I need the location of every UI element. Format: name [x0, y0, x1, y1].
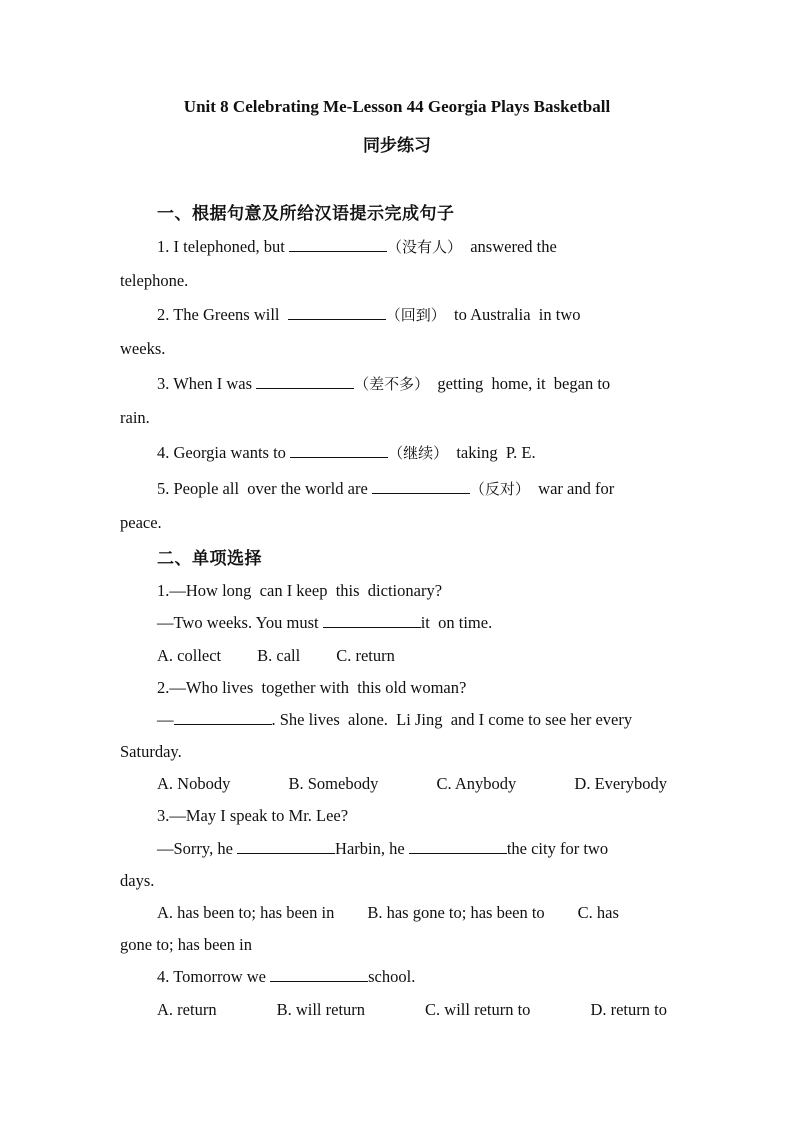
answer-blank[interactable]: [237, 839, 335, 854]
chinese-hint: （反对）: [469, 480, 530, 498]
worksheet-subtitle: 同步练习: [363, 136, 431, 155]
question-text: 5. People all over the world are: [157, 479, 372, 498]
question-text: taking P. E.: [448, 443, 536, 462]
option-b[interactable]: B. Somebody: [288, 774, 379, 793]
question-text: Harbin, he: [335, 839, 409, 858]
option-d[interactable]: D. Everybody: [574, 774, 667, 793]
choice-question-3-reply: [157, 839, 608, 859]
choice-question-3-prompt: 3.—May I speak to Mr. Lee?: [157, 806, 349, 825]
question-text: getting home, it began to: [429, 374, 611, 393]
completion-question-5-continued: peace.: [120, 513, 162, 532]
completion-question-1: [157, 236, 557, 257]
completion-question-5: [157, 478, 614, 499]
question-text: —Two weeks. You must: [157, 613, 323, 632]
completion-question-1-continued: telephone.: [120, 271, 189, 290]
option-c[interactable]: C. return: [336, 646, 395, 665]
choice-question-1-options: [157, 646, 431, 666]
option-c[interactable]: C. will return to: [425, 1000, 531, 1019]
answer-blank[interactable]: [290, 443, 388, 458]
section-heading-multiple-choice: 二、单项选择: [157, 549, 262, 569]
completion-question-3: [157, 373, 610, 394]
option-b[interactable]: B. call: [257, 646, 301, 665]
option-b[interactable]: B. will return: [276, 1000, 366, 1019]
question-text: —Sorry, he: [157, 839, 238, 858]
chinese-hint: （继续）: [388, 444, 449, 462]
choice-question-3-continued: days.: [120, 871, 155, 890]
choice-question-1-prompt: 1.—How long can I keep this dictionary?: [157, 581, 443, 600]
question-text: 4. Georgia wants to: [157, 443, 291, 462]
option-a[interactable]: A. collect: [157, 646, 222, 665]
answer-blank[interactable]: [372, 479, 470, 494]
answer-blank[interactable]: [323, 613, 421, 628]
choice-question-3-options-continued[interactable]: gone to; has been in: [120, 935, 252, 954]
question-text: 2. The Greens will: [157, 305, 288, 324]
question-text: answered the: [461, 237, 557, 256]
completion-question-3-continued: rain.: [120, 408, 150, 427]
completion-question-4: [157, 442, 536, 463]
option-d[interactable]: D. return to: [590, 1000, 667, 1019]
answer-blank[interactable]: [409, 839, 507, 854]
chinese-hint: （没有人）: [386, 238, 462, 256]
chinese-hint: （回到）: [385, 306, 446, 324]
answer-blank[interactable]: [174, 710, 272, 725]
question-text: war and for: [529, 479, 615, 498]
chinese-hint: （差不多）: [354, 375, 430, 393]
choice-question-2-continued: Saturday.: [120, 742, 182, 761]
option-a[interactable]: A. return: [157, 1000, 217, 1019]
question-text: the city for two: [506, 839, 609, 858]
answer-blank[interactable]: [270, 967, 368, 982]
question-text: school.: [368, 967, 416, 986]
completion-question-2-continued: weeks.: [120, 339, 166, 358]
answer-blank[interactable]: [256, 374, 354, 389]
question-text: to Australia in two: [445, 305, 581, 324]
question-text: 1. I telephoned, but: [157, 237, 289, 256]
choice-question-3-options[interactable]: A. has been to; has been in B. has gone to; has been to C. has: [157, 903, 619, 922]
choice-question-4-options: [157, 1000, 667, 1020]
answer-blank[interactable]: [288, 305, 386, 320]
choice-question-2-options: [157, 774, 667, 794]
choice-question-2-prompt: 2.—Who lives together with this old woman?: [157, 678, 467, 697]
completion-question-2: [157, 304, 581, 325]
question-text: 4. Tomorrow we: [157, 967, 271, 986]
worksheet-title: Unit 8 Celebrating Me-Lesson 44 Georgia Plays Basketball: [183, 97, 611, 116]
question-text: it on time.: [420, 613, 493, 632]
question-text: —: [157, 710, 174, 729]
answer-blank[interactable]: [289, 237, 387, 252]
option-c[interactable]: C. Anybody: [436, 774, 517, 793]
choice-question-4-prompt: [157, 967, 415, 987]
section-heading-completion: 一、根据句意及所给汉语提示完成句子: [157, 204, 455, 224]
choice-question-1-reply: [157, 613, 492, 633]
option-a[interactable]: A. Nobody: [157, 774, 231, 793]
question-text: . She lives alone. Li Jing and I come to see her every: [271, 710, 633, 729]
choice-question-2-reply: [157, 710, 632, 730]
question-text: 3. When I was: [157, 374, 257, 393]
